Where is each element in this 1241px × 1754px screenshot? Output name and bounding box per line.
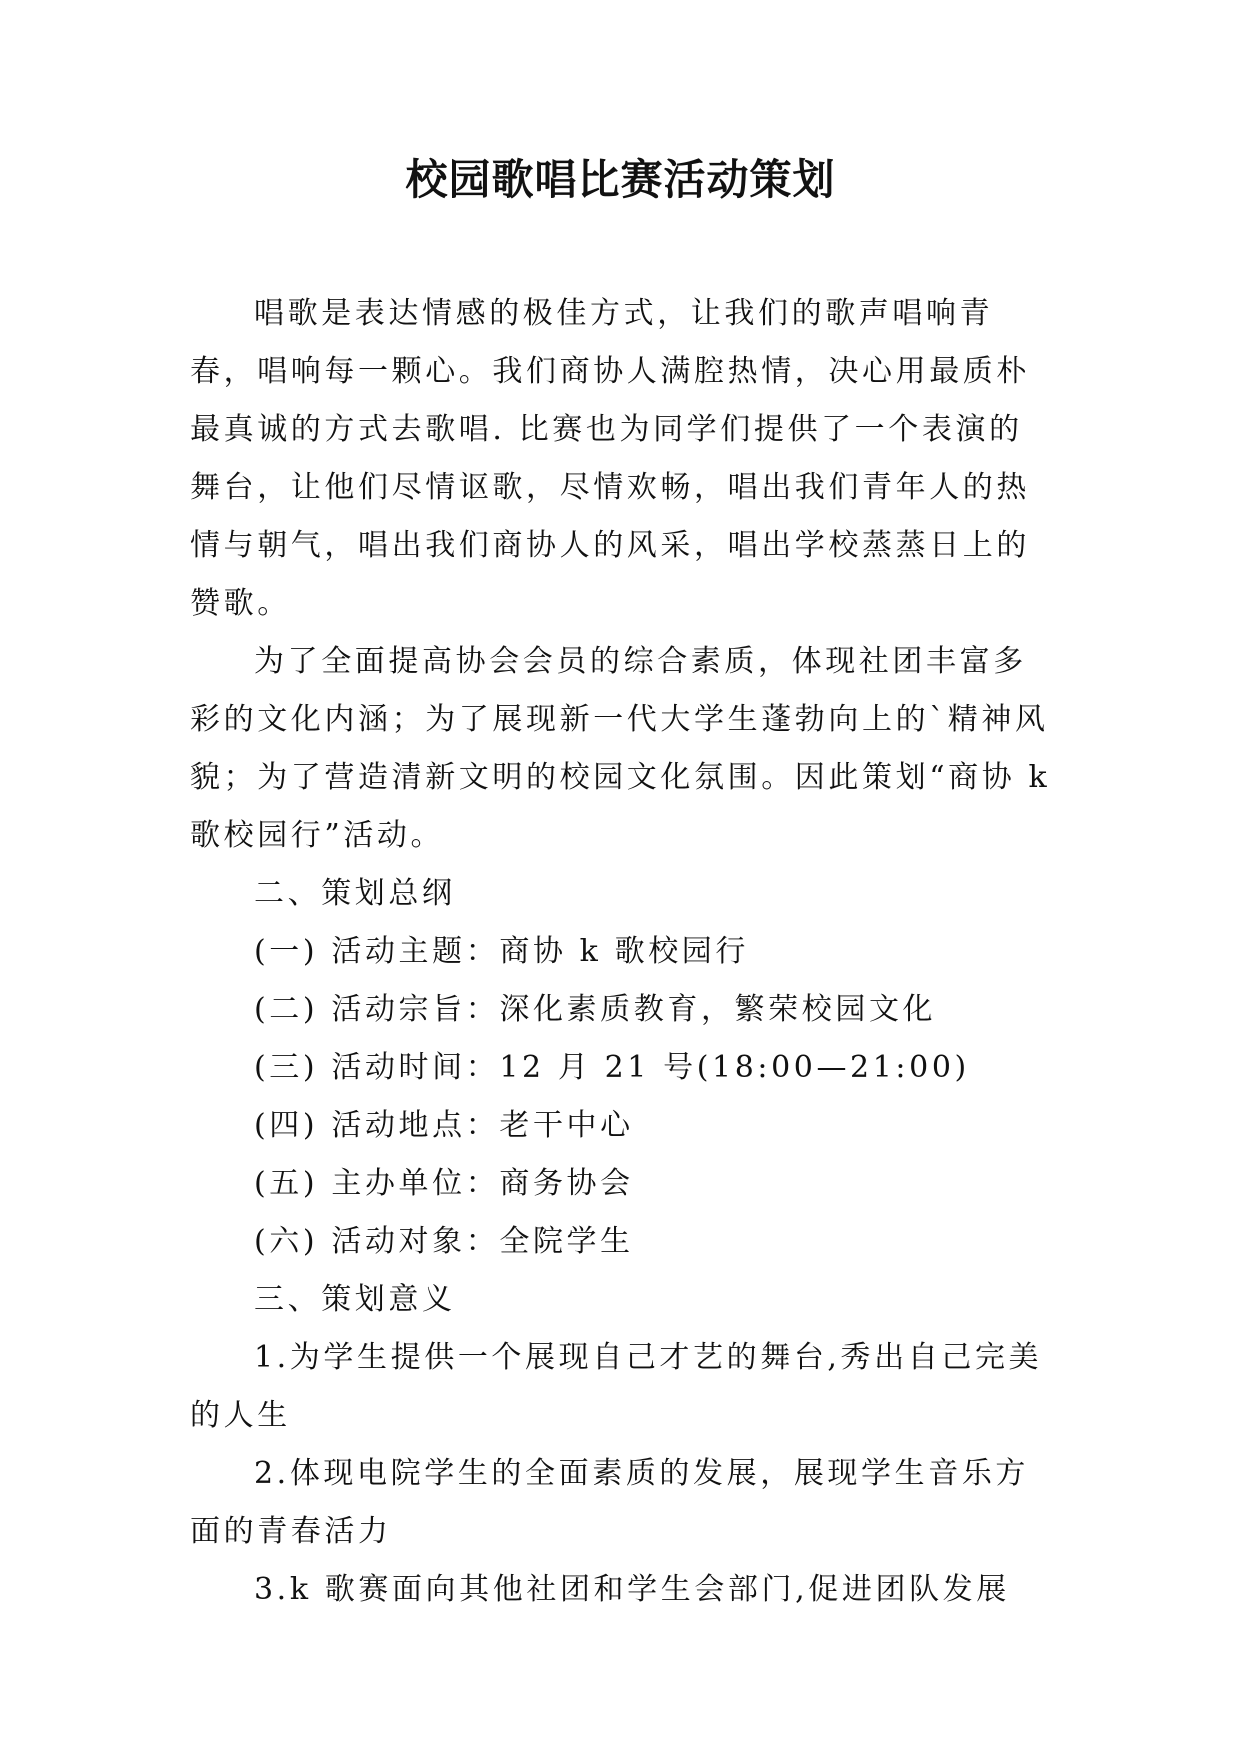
outline-item-location: (四) 活动地点：老干中心 bbox=[254, 1108, 634, 1143]
outline-item-time: (三) 活动时间：12 月 21 号(18:00—21:00) bbox=[254, 1050, 970, 1085]
document-title: 校园歌唱比赛活动策划 bbox=[405, 155, 836, 204]
section-heading-significance: 三、策划意义 bbox=[254, 1282, 456, 1317]
section-heading-outline: 二、策划总纲 bbox=[254, 876, 456, 911]
outline-item-purpose: (二) 活动宗旨：深化素质教育，繁荣校园文化 bbox=[254, 992, 937, 1027]
significance-item-3: 3.k 歌赛面向其他社团和学生会部门,促进团队发展 bbox=[254, 1572, 1010, 1607]
outline-item-theme: (一) 活动主题：商协 k 歌校园行 bbox=[254, 934, 749, 969]
significance-item-1: 1.为学生提供一个展现自己才艺的舞台,秀出自己完美的人生 bbox=[190, 1340, 1043, 1433]
outline-item-audience: (六) 活动对象：全院学生 bbox=[254, 1224, 634, 1259]
intro-paragraph: 唱歌是表达情感的极佳方式，让我们的歌声唱响青春，唱响每一颗心。我们商协人满腔热情，决心用最质朴最真诚的方式去歌唱. 比赛也为同学们提供了一个表演的舞台，让他们尽情讴歌，尽情欢畅，唱出我们青年人的热情与朝气，唱出我们商协人的风采，唱出学校蒸蒸日上的赞歌。 bbox=[190, 296, 1030, 621]
significance-item-2: 2.体现电院学生的全面素质的发展，展现学生音乐方面的青春活力 bbox=[190, 1456, 1030, 1549]
purpose-paragraph: 为了全面提高协会会员的综合素质，体现社团丰富多彩的文化内涵；为了展现新一代大学生蓬勃向上的`精神风貌；为了营造清新文明的校园文化氛围。因此策划“商协 k 歌校园行”活动。 bbox=[190, 644, 1051, 853]
document-body bbox=[190, 285, 1052, 1619]
outline-item-organizer: (五) 主办单位：商务协会 bbox=[254, 1166, 634, 1201]
